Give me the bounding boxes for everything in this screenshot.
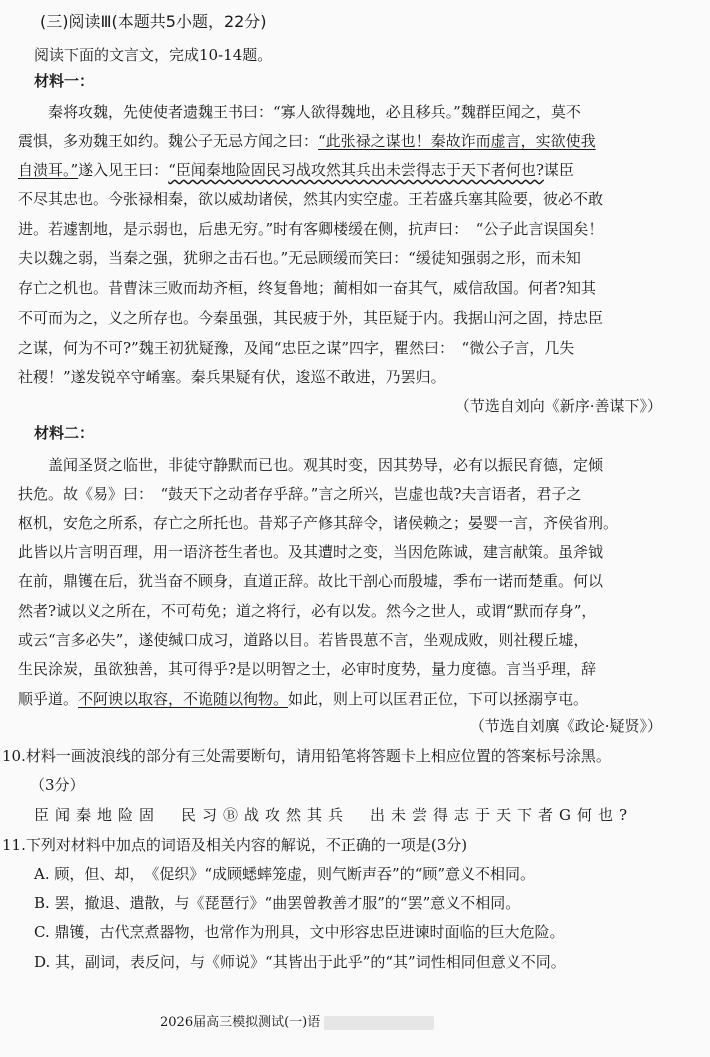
instruction: 阅读下面的文言文，完成10-14题。 [34, 46, 273, 64]
m2-line-5: 在前，鼎镬在后，犹当奋不顾身，直道正辞。故比干剖心而殷墟，季布一诺而楚重。何以 [18, 572, 604, 590]
m2-line-8: 生民涂炭，虽欲独善，其可得乎?是以明智之士，必审时度势，量力度德。言当乎理，辞 [18, 660, 597, 678]
q11-option-c: C. 鼎镬，古代烹煮器物，也常作为刑具，文中形容忠臣进谏时面临的巨大危险。 [34, 923, 565, 941]
page-footer [160, 1013, 434, 1033]
m1-source: （节选自刘向《新序·善谋下》） [454, 397, 662, 415]
m2-line-9c: 如此，则上可以匡君正位，下可以拯溺亨屯。 [288, 690, 589, 708]
m2-line-9 [18, 689, 588, 709]
m2-line-7: 或云“言多必失”，遂使缄口成习，道路以目。若皆畏葸不言，坐观成败，则社稷丘墟， [18, 631, 589, 649]
footer-text: 2026届高三模拟测试(一)语 [160, 1015, 321, 1030]
q11-option-d: D. 其，副词，表反问，与《师说》“其皆出于此乎”的“其”词性相同但意义不同。 [34, 953, 566, 971]
m2-line-4: 此皆以片言明百理，用一语济苍生者也。及其遭时之变，当因危陈诚，建言献策。虽斧钺 [18, 543, 604, 561]
m2-line-3: 枢机，安危之所系，存亡之所托也。昔郑子产修其辞令，诸侯赖之；晏婴一言，齐侯省刑。 [18, 514, 619, 532]
m1-wavy-passage: “臣闻秦地险固民习战攻然其兵出未尝得志于天下者何也? [168, 161, 544, 179]
m1-line-3a: 自溃耳。” [18, 161, 79, 179]
m1-line-4: 不尽其忠也。今张禄相秦，欲以威劫诸侯，然其内实空虚。王若盛兵塞其险要，彼必不敢 [18, 190, 604, 208]
q11-stem: 11.下列对材料中加点的词语及相关内容的解说，不正确的一项是(3分) [2, 836, 468, 854]
m1-line-7: 存亡之机也。昔曹沫三败而劫齐桓，终复鲁地；蔺相如一奋其气，威信敌国。何者?知其 [18, 279, 597, 297]
material1-label: 材料一： [34, 72, 95, 90]
m1-line-1: 秦将攻魏，先使使者遗魏王书曰：“寡人欲得魏地，必且移兵。”魏群臣闻之，莫不 [48, 103, 581, 121]
m2-source: （节选自刘廙《政论·疑贤》） [469, 717, 662, 735]
q10-break-options: 臣闻秦地险固 民习Ⓑ战攻然其兵 出未尝得志于天下者G何也? [34, 806, 634, 824]
m1-line-10: 社稷！”遂发锐卒守崤塞。秦兵果疑有伏，逡巡不敢进，乃罢归。 [18, 368, 446, 386]
m1-line-9: 之谋，何为不可?”魏王初犹疑豫，及闻“忠臣之谋”四字，瞿然曰： “微公子言，几失 [18, 339, 575, 357]
m1-line-2a: 震惧，多劝魏王如约。魏公子无忌方闻之曰： [18, 132, 319, 150]
m2-line-1: 盖闻圣贤之临世，非徒守静默而已也。观其时变，因其势导，必有以振民育德，定倾 [48, 456, 604, 474]
m1-line-8: 不可而为之，义之所存也。今秦虽强，其民疲于外，其臣疑于内。我据山河之固，持忠臣 [18, 309, 604, 327]
section-heading: (三)阅读Ⅲ(本题共5小题，22分) [40, 12, 267, 31]
m2-underlined-sentence: 不阿谀以取容，不诡随以徇物。 [78, 690, 289, 708]
m1-line-2 [18, 131, 596, 151]
m1-line-3d: 谋臣 [543, 161, 574, 179]
material2-label: 材料二： [34, 424, 95, 442]
q11-option-a: A. 顾，但、却， 《促织》“成顾蟋蟀笼虚，则气断声吞”的“顾”意义不相同。 [34, 865, 536, 883]
q10-stem: 10.材料一画波浪线的部分有三处需要断句，请用铅笔将答题卡上相应位置的答案标号涂黑。 [2, 747, 611, 765]
m2-line-2: 扶危。故《易》曰： “鼓天下之动者存乎辞。”言之所兴，岂虚也哉?夫言语者，君子之 [18, 485, 582, 503]
m1-line-2b: “此张禄之谋也！秦故诈而虚言，实欲使我 [318, 132, 596, 150]
m1-line-6: 夫以魏之弱，当秦之强，犹卵之击石也。”无忌顾缓而笑曰：“缓徒知强弱之形，而未知 [18, 249, 581, 267]
m1-line-5: 进。若遽割地，是示弱也，后患无穷。”时有客卿楼缓在侧，抗声曰： “公子此言误国矣！ [18, 220, 604, 238]
m1-line-3 [18, 160, 574, 180]
q11-option-b: B. 罢，撤退、遣散，与《琵琶行》“曲罢曾教善才服”的“罢”意义不相同。 [34, 894, 521, 912]
q10-score: （3分） [30, 776, 85, 794]
m2-line-9a: 顺乎道。 [18, 690, 79, 708]
m2-line-6: 然者?诚以义之所在，不可苟免；道之将行，必有以发。然今之世人，或谓“默而存身”， [18, 602, 597, 620]
smudge-decoration [324, 1016, 434, 1030]
m1-line-3b: 遂入见王曰： [78, 161, 169, 179]
